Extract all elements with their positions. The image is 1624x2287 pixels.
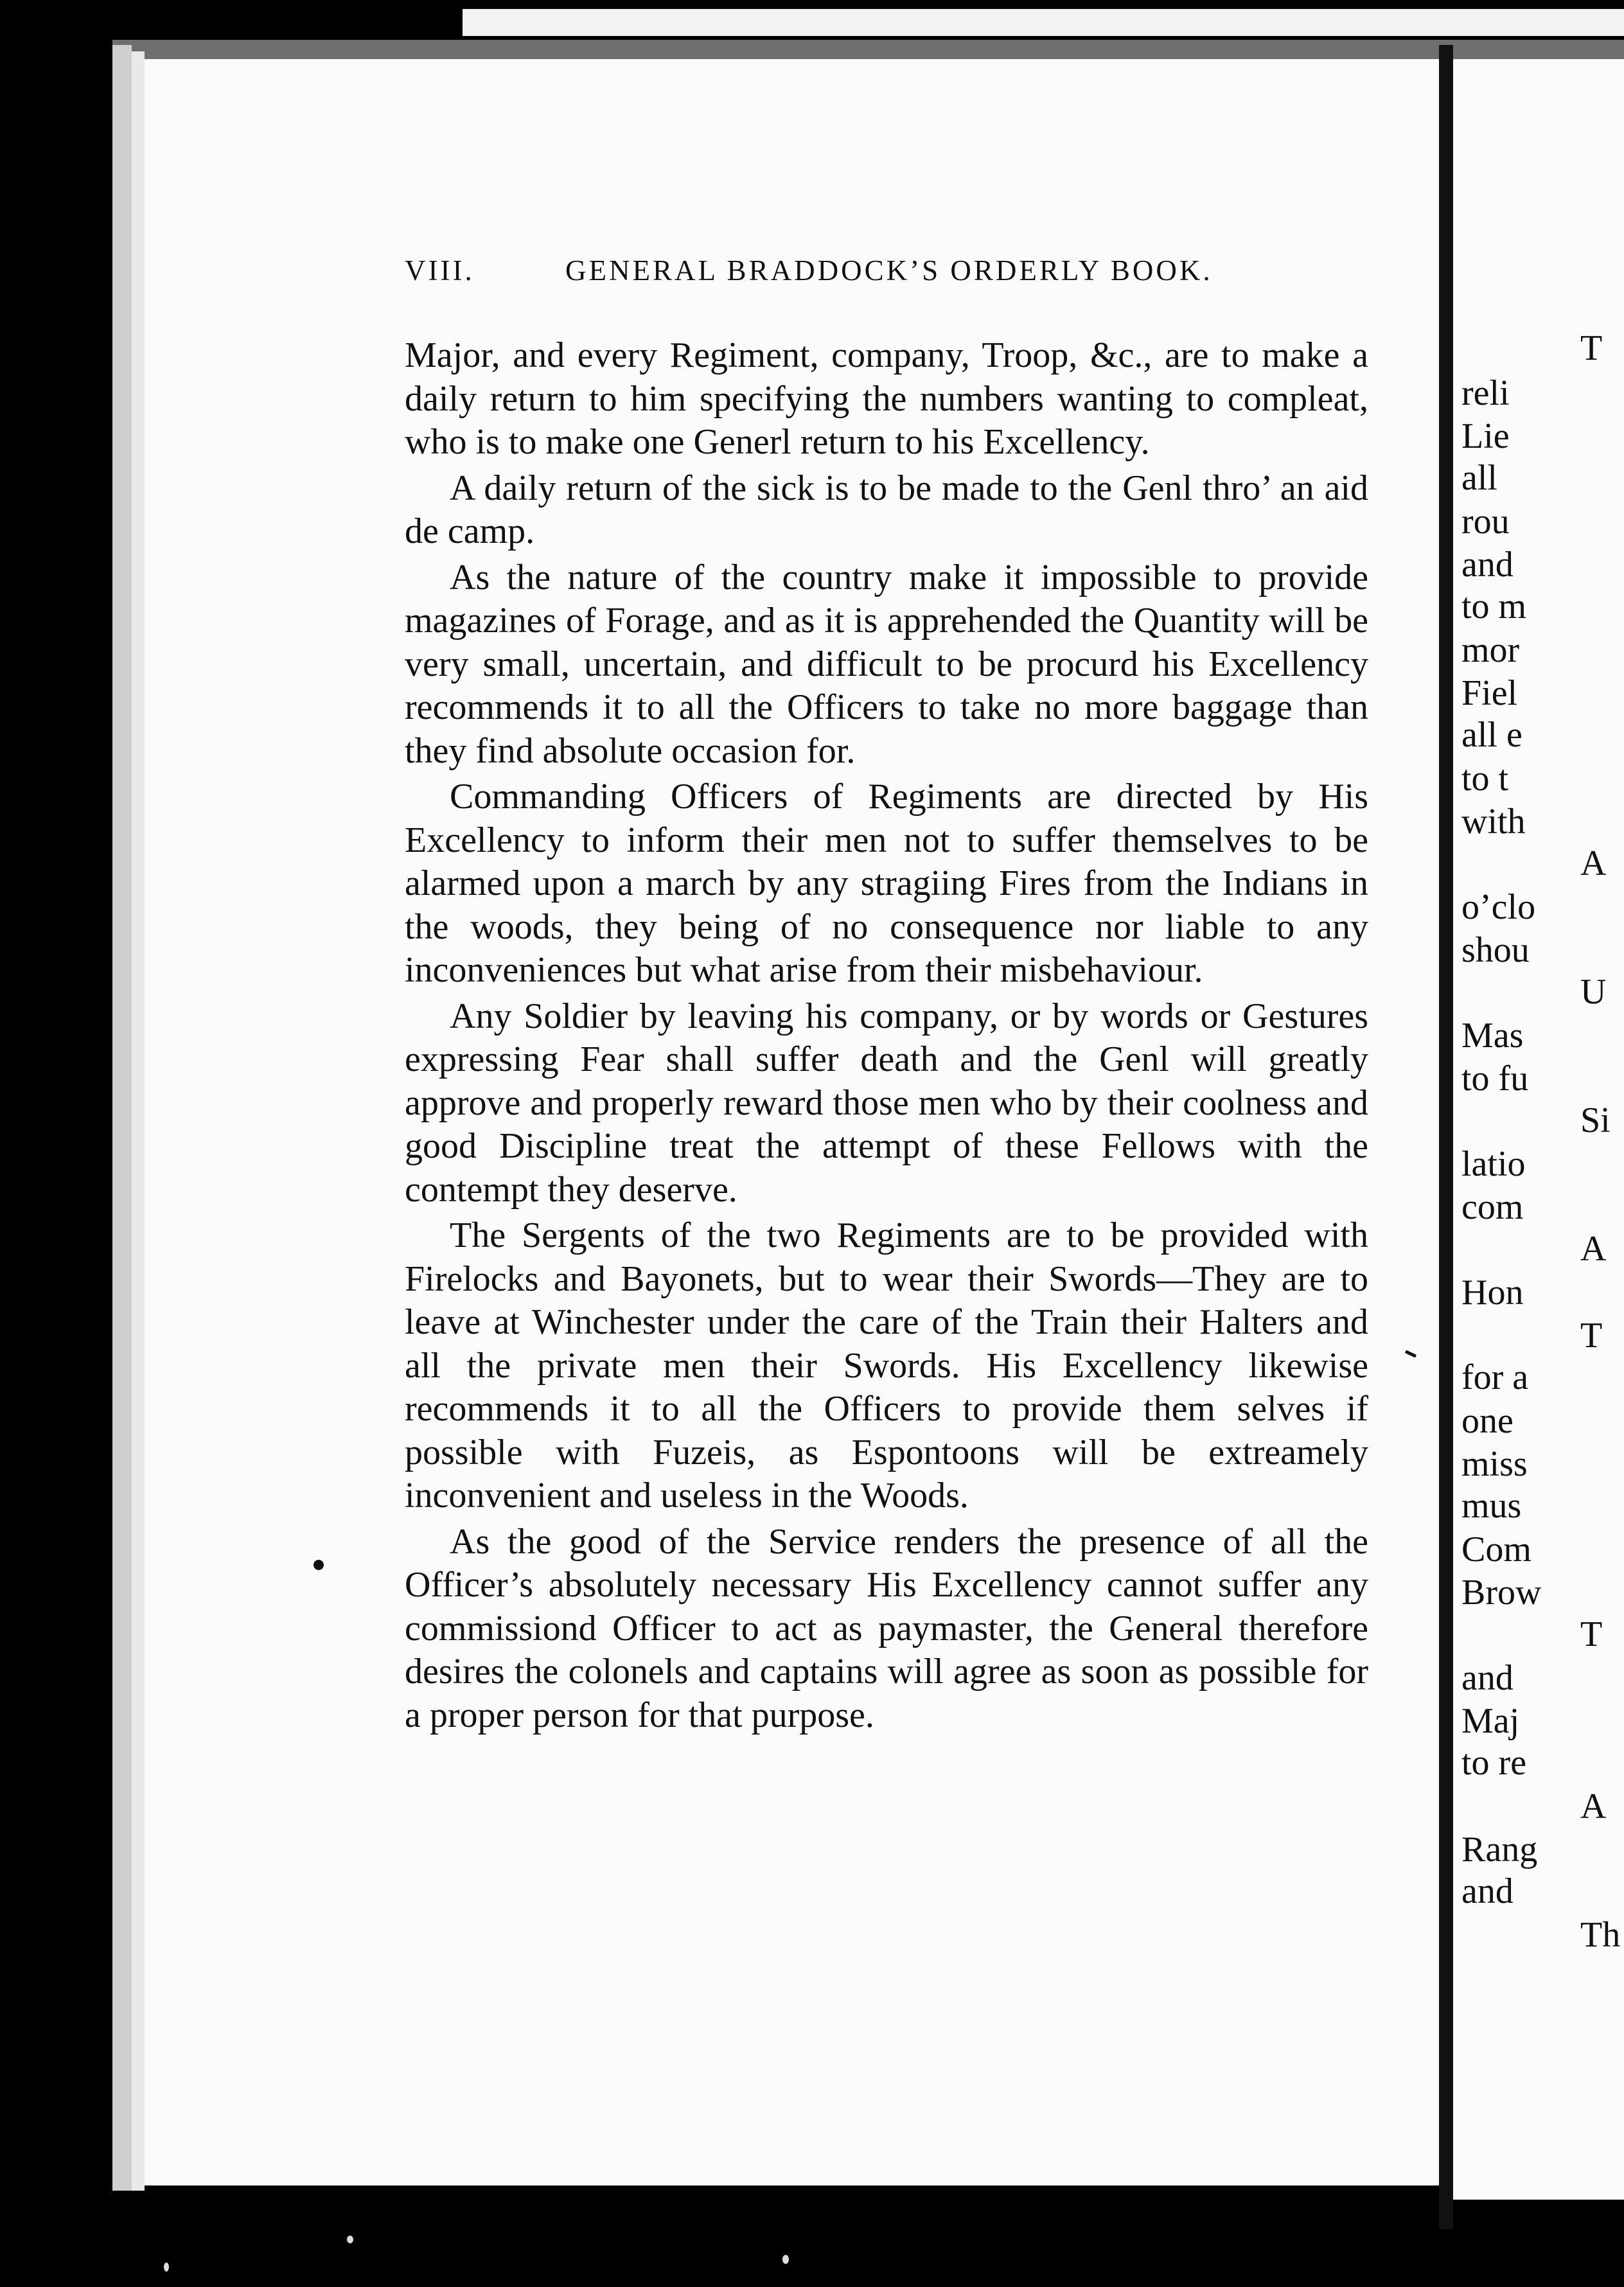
facing-page-line: rou <box>1461 502 1510 542</box>
facing-page-line: A <box>1580 1787 1607 1826</box>
facing-page-line: A <box>1580 1229 1607 1269</box>
facing-page-line: Lie <box>1461 416 1510 456</box>
facing-page-line: all <box>1461 458 1497 498</box>
facing-page-line: and <box>1461 1871 1514 1911</box>
facing-page-line: to t <box>1461 759 1509 799</box>
scan-speck <box>164 2263 169 2272</box>
facing-page-line: T <box>1580 1614 1603 1654</box>
facing-page-line: to fu <box>1461 1059 1529 1099</box>
paragraph: The Sergents of the two Regiments are to be provided with Firelocks and Bayonets, but to wear their Swords—They are to leave at Winchester under the care of the Train their Halters and all the private men their Swords. His Excellency likewise recommends it to all the Officers to provide them selves if possible with Fuzeis, as Espontoons will be extreamely inconvenient and useless in the Woods. <box>405 1215 1368 1515</box>
facing-page-line: shou <box>1461 930 1530 970</box>
top-page-edge <box>463 9 1624 36</box>
facing-page-line: reli <box>1461 373 1510 413</box>
facing-page-line: Com <box>1461 1530 1531 1569</box>
scan-speck <box>782 2255 789 2264</box>
facing-page-line: Hon <box>1461 1273 1524 1312</box>
paragraph: As the good of the Service renders the presence of all the Officer’s absolutely necessary His Excellency cannot suffer any commissiond Officer to act as paymaster, the General therefore desires the colonels and captains will agree as soon as possible for a proper person for that purpose. <box>405 1521 1368 1735</box>
paragraph: Commanding Officers of Regiments are directed by His Excellency to inform their men not to suffer themselves to be alarmed upon a march by any stragiing Fires from the Indians in the woods, they being of no consequence nor liable to any inconveniences but what arise from their misbehaviour. <box>405 777 1368 990</box>
facing-page-line: Maj <box>1461 1701 1520 1741</box>
page-number: VIII. <box>405 254 475 287</box>
paragraph: Major, and every Regiment, company, Troop, &c., are to make a daily return to him specifying the numbers wanting to compleat, who is to make one Generl return to his Excellency. <box>405 335 1368 462</box>
facing-page-line: o’clo <box>1461 887 1536 927</box>
facing-page-line: T <box>1580 1316 1603 1355</box>
facing-page-line: U <box>1580 972 1607 1012</box>
page-stack-edge <box>112 45 132 2191</box>
paragraph: A daily return of the sick is to be made to the Genl thro’ an aid de camp. <box>405 468 1368 551</box>
facing-page-line: Si <box>1580 1100 1611 1140</box>
facing-page-line: Th <box>1580 1915 1621 1955</box>
facing-page-line: Fiel <box>1461 673 1518 713</box>
facing-page-line: latio <box>1461 1144 1526 1184</box>
facing-page-line: and <box>1461 1658 1514 1698</box>
facing-page-line: com <box>1461 1187 1524 1227</box>
paragraph: As the nature of the country make it impossible to provide magazines of Forage, and as it is apprehended the Quantity will be very small, uncertain, and difficult to be procurd his Excellency recommends it to all the Officers to take no more baggage than they find absolute occasion for. <box>405 557 1368 771</box>
facing-page-line: mus <box>1461 1486 1522 1526</box>
facing-page-line: Mas <box>1461 1016 1524 1055</box>
facing-page-line: Rang <box>1461 1830 1538 1869</box>
book-gutter <box>1439 45 1453 2229</box>
facing-page-line: and <box>1461 545 1514 585</box>
facing-page-line: with <box>1461 802 1526 842</box>
facing-page-line: A <box>1580 843 1607 883</box>
facing-page-line: to m <box>1461 587 1527 626</box>
facing-page-line: one <box>1461 1401 1514 1441</box>
scan-speck <box>347 2236 353 2243</box>
running-header <box>405 254 1375 299</box>
facing-page-line: all e <box>1461 715 1522 755</box>
facing-page-line: T <box>1580 328 1603 368</box>
facing-page-line: miss <box>1461 1444 1528 1484</box>
paragraph: Any Soldier by leaving his company, or by words or Gestures expressing Fear shall suffer death and the Genl will greatly approve and properly reward those men who by their coolness and good Discipline treat the attempt of these Fellows with the contempt they deserve. <box>405 996 1368 1210</box>
running-title: GENERAL BRADDOCK’S ORDERLY BOOK. <box>565 254 1213 287</box>
facing-page-line: for a <box>1461 1357 1529 1397</box>
facing-page-line: Brow <box>1461 1573 1542 1612</box>
page-stack-edge-inner <box>132 51 145 2191</box>
ink-speck <box>313 1560 324 1570</box>
body-text <box>405 334 1368 1737</box>
facing-page-line: mor <box>1461 630 1520 670</box>
facing-page-line: to re <box>1461 1743 1527 1783</box>
